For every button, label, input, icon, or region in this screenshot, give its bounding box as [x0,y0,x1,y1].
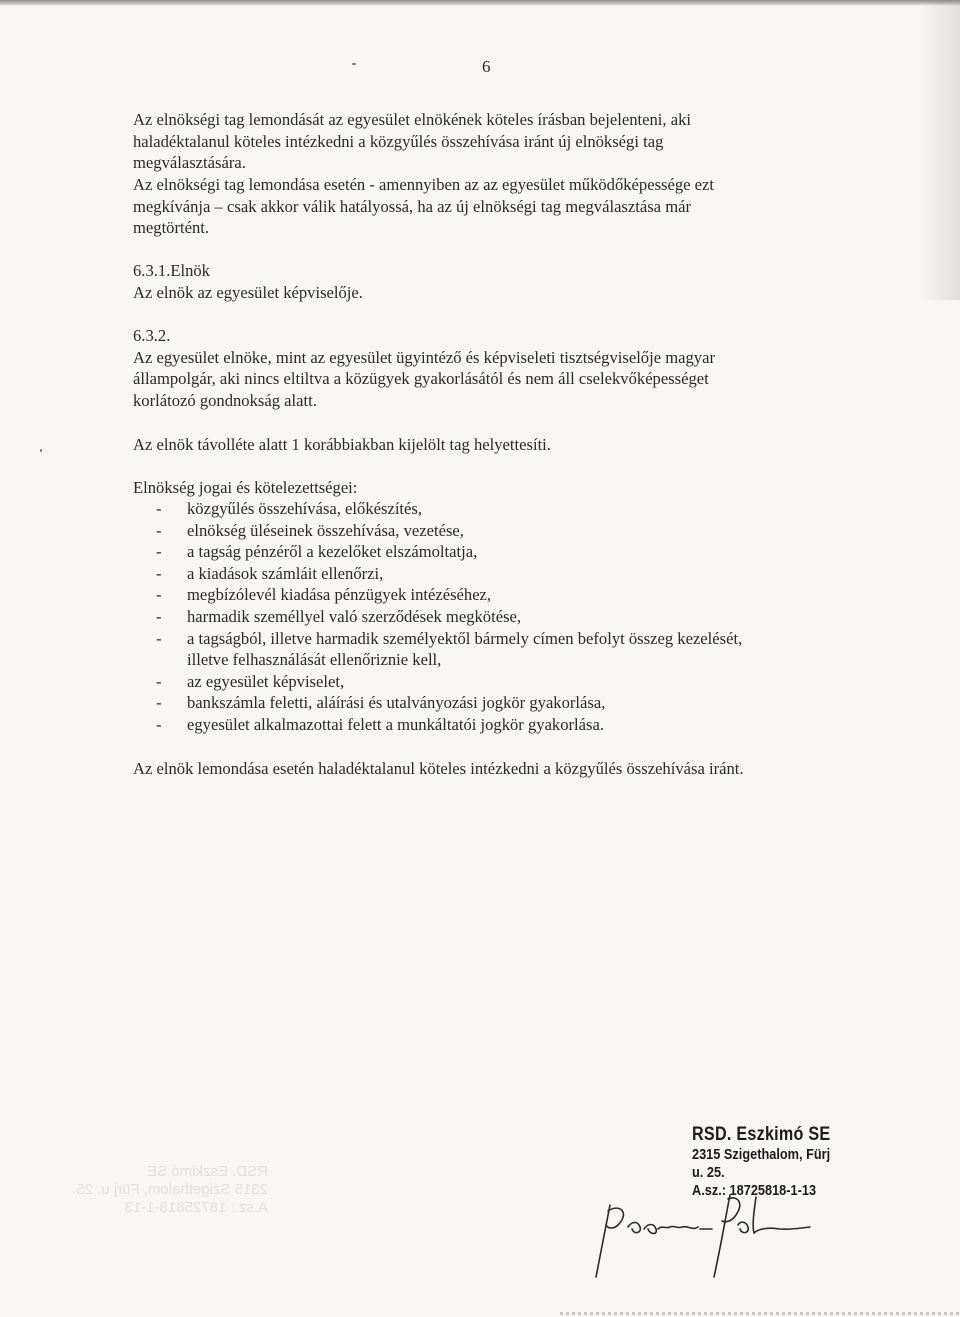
resignation-notice-paragraph [133,109,841,174]
duty-text: megbízólevél kiadása pénzügyek intézéséhez, [187,585,492,605]
text-line: korlátozó gondnokság alatt. [133,390,317,410]
stamp-address: 2315 Szigethalom, Fürj u. 25. [692,1146,831,1181]
duties-heading: Elnökség jogai és kötelezettségei: [133,478,358,497]
duty-text: a kiadások számláit ellenőrzi, [187,563,384,583]
duty-list-item [133,520,841,542]
duty-list-item [133,714,841,736]
text-line: Az elnökségi tag lemondása esetén - amennyiben az az egyesület működőképessége ezt [133,175,715,194]
duty-list-item [133,671,841,693]
duty-text: elnökség üléseinek összehívása, vezetése, [187,520,464,540]
final-paragraph: Az elnök lemondása esetén haladéktalanul köteles intézkedni a közgyűlés összehívása iránt. [133,759,744,778]
text-line: Az egyesület elnöke, mint az egyesület ügyintéző és képviseleti tisztségviselője magyar [133,347,715,367]
scan-edge-bottom [560,1312,960,1315]
duty-list-item [133,498,841,520]
duty-list-item [133,692,841,714]
duty-text: harmadik személlyel való szerződések megkötése, [187,606,522,626]
stamp-bleed-through [58,1163,268,1217]
ghost-stamp-name: RSD. Eszkimó SE [147,1163,268,1180]
duty-text: az egyesület képviselet, [187,671,345,691]
scan-speck [352,63,356,65]
section-heading: 6.3.2. [133,326,171,345]
list-dash: - [156,628,162,648]
scan-shadow-right [920,0,960,300]
duty-text: közgyűlés összehívása, előkészítés, [187,499,423,518]
text-line: Az elnökségi tag lemondását az egyesület elnökének köteles írásban bejelenteni, aki [133,110,691,129]
handwritten-signature-icon [588,1185,828,1285]
ghost-stamp-tax-id: A.sz.: 18725818-1-13 [124,1199,268,1216]
list-dash: - [156,520,162,540]
text-line: állampolgár, aki nincs eltiltva a közügyek gyakorlásától és nem áll cselekvőképességet [133,369,709,389]
list-dash: - [156,606,162,626]
resignation-effect-paragraph [133,174,841,239]
text-line: megtörtént. [133,218,210,238]
duty-text: a tagságból, illetve harmadik személyektől bármely címen befolyt összeg kezelését, [187,628,743,648]
list-dash: - [156,563,162,583]
section-text: Az elnök az egyesület képviselője. [133,282,363,302]
section-heading: 6.3.1.Elnök [133,261,210,280]
scan-speck [40,449,42,452]
duty-text: a tagság pénzéről a kezelőket elszámoltatja, [187,542,478,562]
duty-list-item [133,628,841,671]
text-line: megválasztására. [133,153,246,173]
text-line: haladéktalanul köteles intézkedni a közgyűlés összehívása iránt új elnökségi tag [133,131,664,151]
list-dash: - [156,585,162,605]
list-dash: - [156,714,162,734]
section-6-3-2 [133,325,841,411]
substitute-paragraph: Az elnök távolléte alatt 1 korábbiakban kijelölt tag helyettesíti. [133,435,551,454]
duty-text: illetve felhasználását ellenőriznie kell, [187,650,442,670]
duty-text: bankszámla feletti, aláírási és utalványozási jogkör gyakorlása, [187,693,606,713]
duty-list-item [133,541,841,563]
duty-list-item [133,584,841,606]
duty-list-item [133,563,841,585]
duty-list-item [133,606,841,628]
section-6-3-1 [133,260,841,303]
list-dash: - [156,693,162,713]
list-dash: - [156,671,162,691]
stamp-tax-id: A.sz.: 18725818-1-13 [692,1182,817,1199]
duty-text: egyesület alkalmazottai felett a munkáltatói jogkör gyakorlása. [187,714,604,734]
list-dash: - [156,499,162,518]
list-dash: - [156,542,162,562]
ghost-stamp-address: 2315 Szigethalom, Fürj u. 25. [72,1181,268,1198]
text-line: megkívánja – csak akkor válik hatályossá, ha az új elnökségi tag megválasztása már [133,196,691,216]
page-number: 6 [482,57,491,76]
duties-list [133,498,841,736]
stamp-name: RSD. Eszkimó SE [692,1124,831,1145]
scan-edge-top [0,0,960,6]
